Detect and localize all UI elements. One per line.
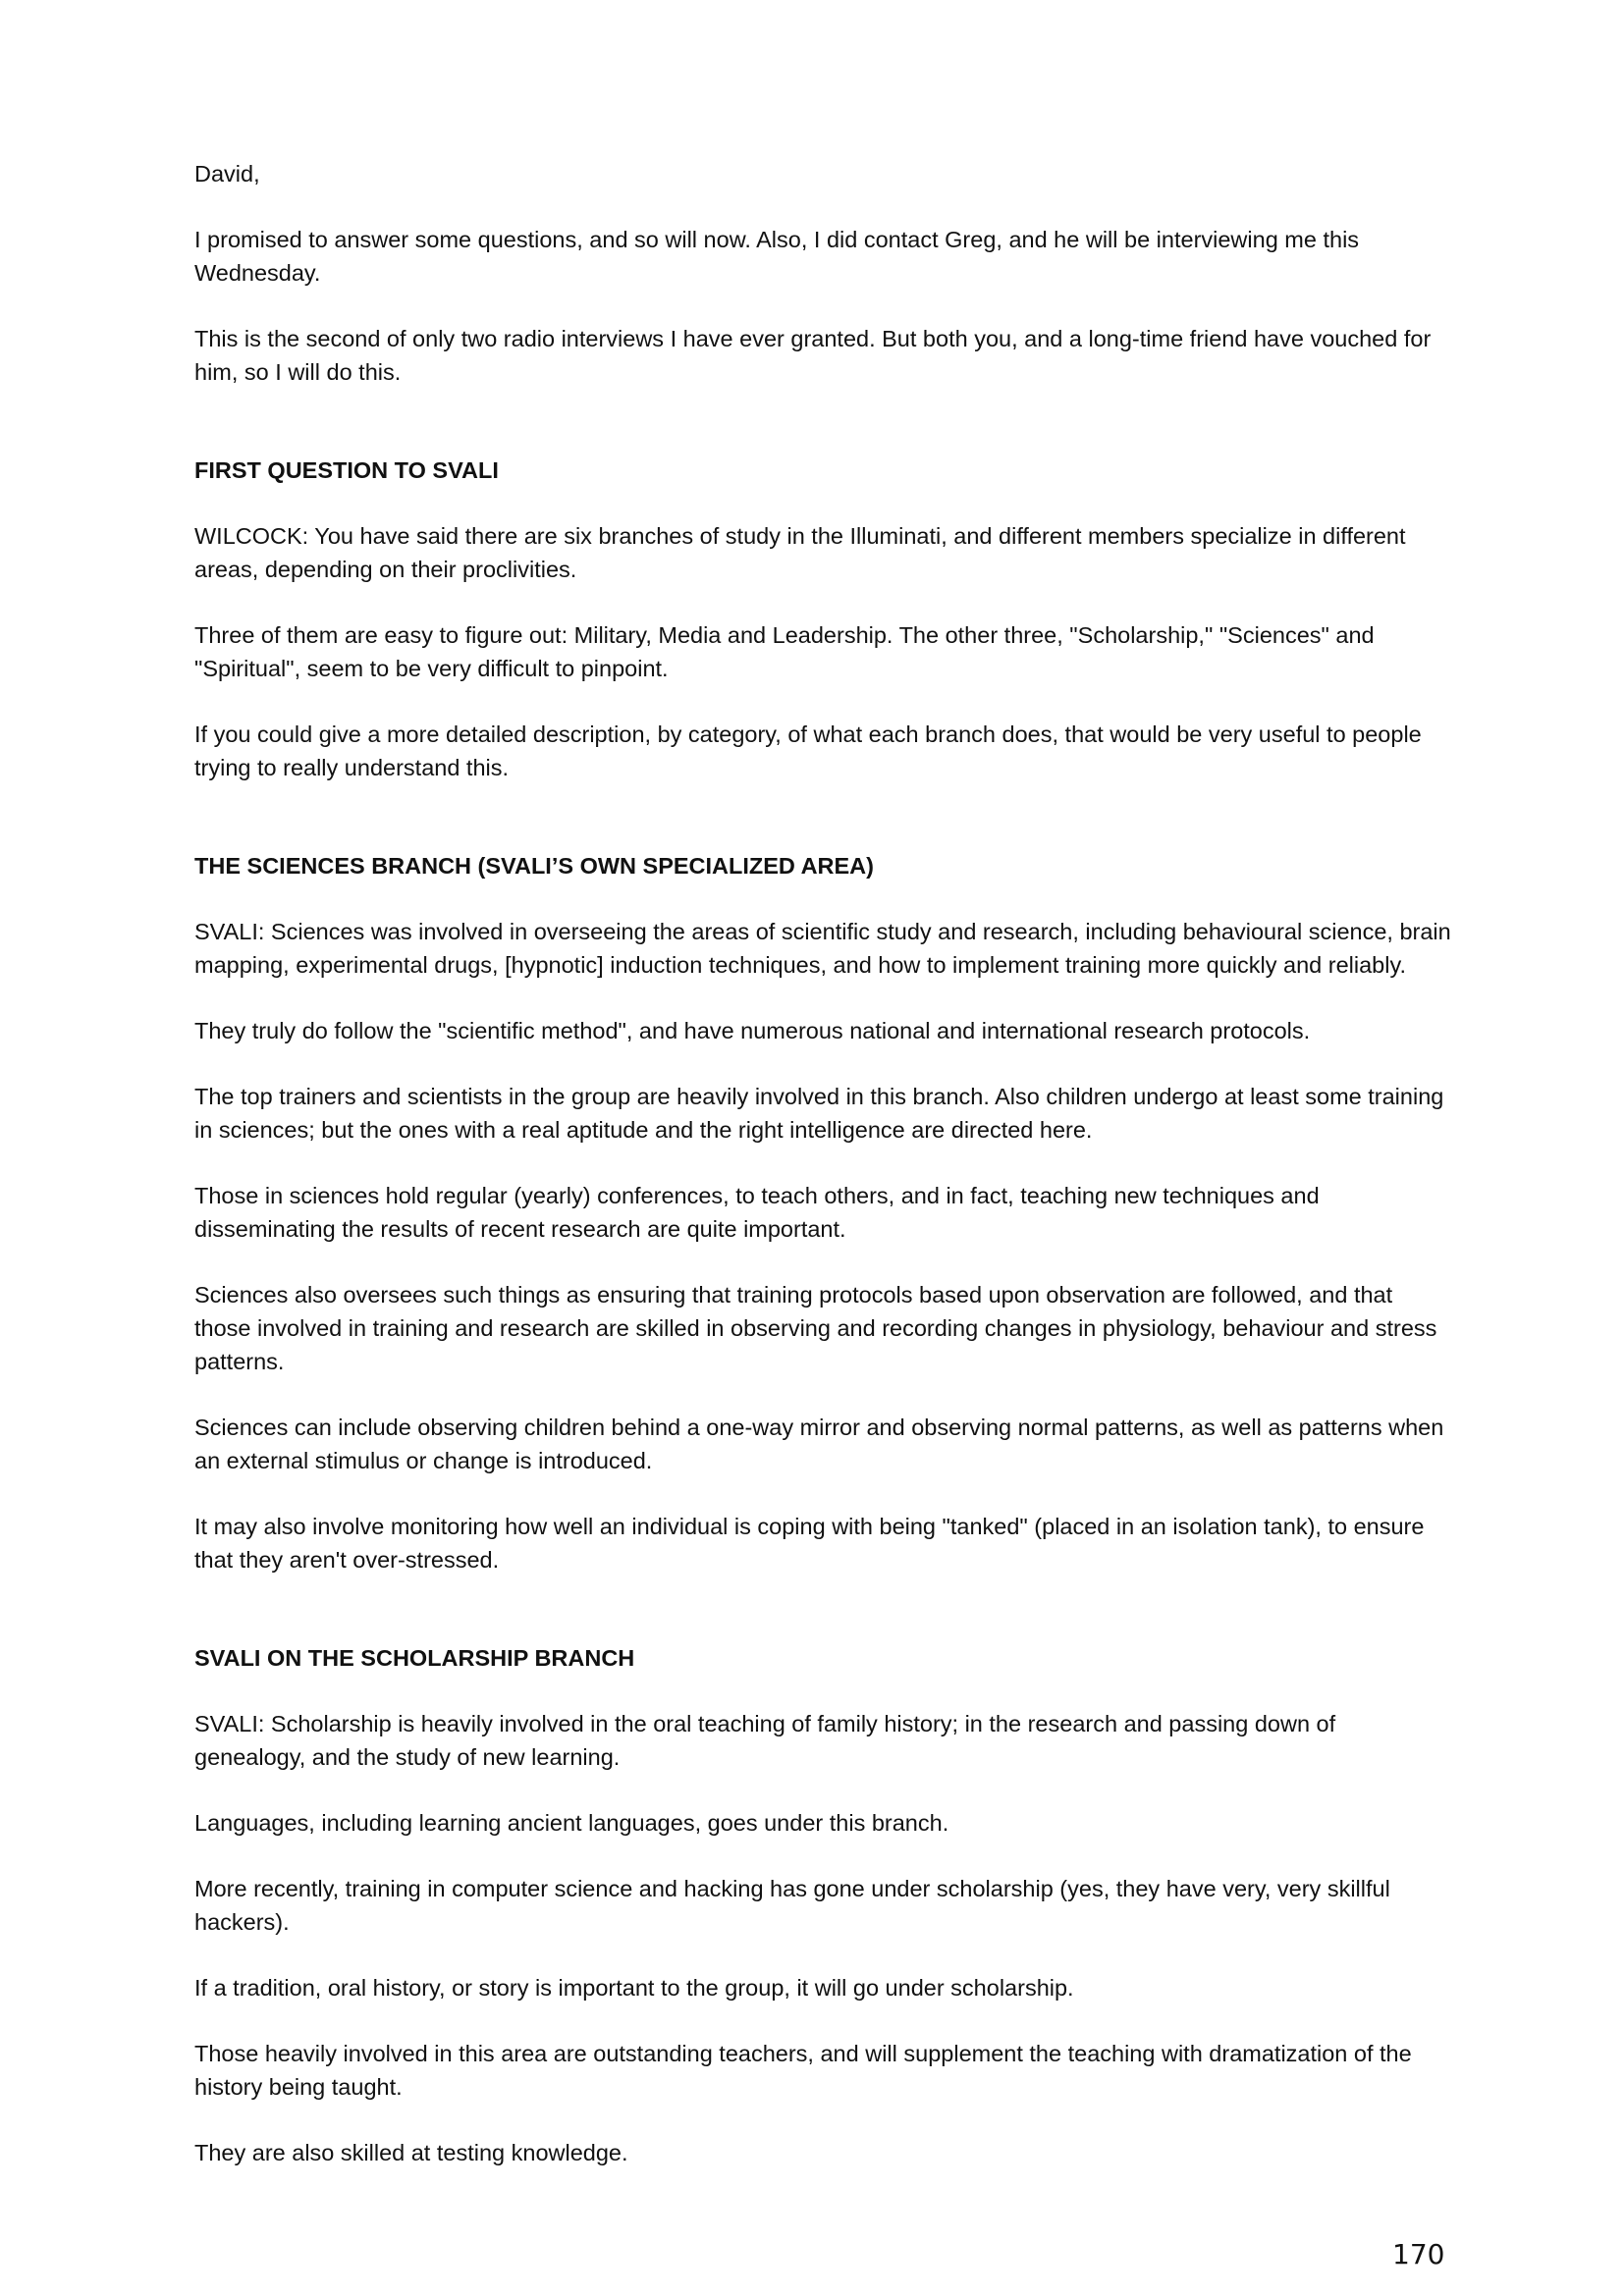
paragraph: More recently, training in computer science and hacking has gone under scholarship (yes, they have very, very skillful hackers). xyxy=(194,1876,1390,1935)
page-number: 170 xyxy=(1392,2238,1445,2270)
intro-paragraph: I promised to answer some questions, and so will now. Also, I did contact Greg, and he will be interviewing me this Wednesday. xyxy=(194,227,1360,286)
paragraph: They are also skilled at testing knowledge. xyxy=(194,2140,628,2165)
paragraph: Those heavily involved in this area are outstanding teachers, and will supplement the teaching with dramatization of the history being taught. xyxy=(194,2041,1412,2100)
paragraph: It may also involve monitoring how well an individual is coping with being "tanked" (placed in an isolation tank), to ensure that they aren't over-stressed. xyxy=(194,1514,1425,1573)
paragraph: The top trainers and scientists in the group are heavily involved in this branch. Also children undergo at least some training in sciences; but the ones with a real aptitude and the right intelligence are directed here. xyxy=(194,1084,1444,1143)
document-page xyxy=(194,157,1451,2202)
paragraph: SVALI: Sciences was involved in overseeing the areas of scientific study and research, including behavioural science, brain mapping, experimental drugs, [hypnotic] induction techniques, and how to implement training more quickly and reliably. xyxy=(194,919,1451,978)
paragraph: If a tradition, oral history, or story is important to the group, it will go under scholarship. xyxy=(194,1975,1074,2001)
paragraph: Three of them are easy to figure out: Military, Media and Leadership. The other three, "Scholarship," "Sciences" and "Spiritual", seem to be very difficult to pinpoint. xyxy=(194,622,1375,681)
section-heading: SVALI ON THE SCHOLARSHIP BRANCH xyxy=(194,1645,635,1671)
paragraph: Sciences can include observing children behind a one-way mirror and observing normal patterns, as well as patterns when an external stimulus or change is introduced. xyxy=(194,1415,1444,1473)
paragraph: SVALI: Scholarship is heavily involved in the oral teaching of family history; in the research and passing down of genealogy, and the study of new learning. xyxy=(194,1711,1336,1770)
paragraph: WILCOCK: You have said there are six branches of study in the Illuminati, and different members specialize in different areas, depending on their proclivities. xyxy=(194,523,1406,582)
intro-paragraph: This is the second of only two radio interviews I have ever granted. But both you, and a long-time friend have vouched for him, so I will do this. xyxy=(194,326,1432,385)
paragraph: Sciences also oversees such things as ensuring that training protocols based upon observation are followed, and that those involved in training and research are skilled in observing and recording changes in physiology, behaviour and stress patterns. xyxy=(194,1282,1437,1374)
section-heading: FIRST QUESTION TO SVALI xyxy=(194,457,499,483)
paragraph: Those in sciences hold regular (yearly) conferences, to teach others, and in fact, teaching new techniques and disseminating the results of recent research are quite important. xyxy=(194,1183,1320,1242)
paragraph: They truly do follow the "scientific method", and have numerous national and international research protocols. xyxy=(194,1018,1311,1043)
salutation: David, xyxy=(194,161,260,187)
section-heading: THE SCIENCES BRANCH (SVALI’S OWN SPECIALIZED AREA) xyxy=(194,853,874,879)
paragraph: Languages, including learning ancient languages, goes under this branch. xyxy=(194,1810,949,1836)
paragraph: If you could give a more detailed description, by category, of what each branch does, that would be very useful to people trying to really understand this. xyxy=(194,721,1422,780)
